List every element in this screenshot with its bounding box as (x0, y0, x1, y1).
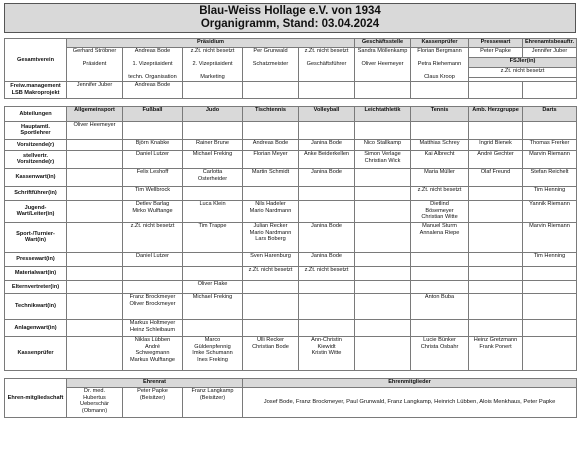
role-label: Jugend-Wart/Leiter(in) (5, 200, 67, 222)
role-cell (123, 222, 183, 252)
abt-header: Leichtathletik (355, 106, 411, 121)
role-cell (523, 121, 577, 139)
person-name: André Gechter (477, 150, 514, 157)
role-label: Hauptamtl. Sportlehrer (5, 121, 67, 139)
role-cell (67, 293, 123, 319)
role-cell (411, 280, 469, 293)
table-row (5, 150, 577, 168)
role-cell (355, 200, 411, 222)
table-row (5, 186, 577, 200)
role-cell (299, 168, 355, 186)
abt-header: Tennis (411, 106, 469, 121)
role-cell (299, 319, 355, 336)
person-name: Janina Bode (310, 222, 343, 229)
freiwilligen-name-2: Andreas Bode (123, 81, 183, 98)
person-name: Ingrid Bienek (479, 139, 512, 146)
person-name: Oliver Heemeyer (73, 121, 116, 128)
role-cell (123, 319, 183, 336)
pressewart-header: Pressewart (469, 39, 523, 48)
role-cell (355, 222, 411, 252)
role-cell (411, 200, 469, 222)
person-name: Markus Holtmeyer (129, 319, 176, 326)
ehrenmitglieder-list: Josef Bode, Franz Brockmeyer, Paul Grunwald, Franz Langkamp, Heinrich Lübben, Alois Menkhaus, Peter Papke (243, 387, 577, 417)
person-name: Sven Harenburg (250, 252, 291, 259)
role-cell (469, 121, 523, 139)
role-cell (123, 139, 183, 150)
person-name: Anke Beiderkellen (303, 150, 350, 157)
role-cell (355, 186, 411, 200)
role-cell (243, 252, 299, 266)
role-cell (469, 168, 523, 186)
praesidium-col-5: z.Zt. nicht besetzt Geschäftsführer (299, 48, 355, 82)
person-name: Christian Wick (364, 157, 401, 164)
role-cell (355, 280, 411, 293)
person-name: Julian Recker (253, 222, 288, 229)
role-cell (183, 150, 243, 168)
person-name: Ann-Christin (311, 336, 342, 343)
role-cell (123, 168, 183, 186)
role-cell (299, 139, 355, 150)
person-name: Oliver Brockmeyer (129, 300, 176, 307)
role-cell (355, 252, 411, 266)
role-cell (299, 266, 355, 280)
role-cell (123, 266, 183, 280)
role-cell (67, 319, 123, 336)
ehrenrat-header: Ehrenrat (67, 378, 243, 387)
person-name: z.Zt. nicht besetzt (304, 266, 349, 273)
role-cell (299, 222, 355, 252)
role-cell (67, 252, 123, 266)
ehrenamt-header: Ehrenamtsbeauftr. (523, 39, 577, 48)
person-name: Dietlind (430, 200, 449, 207)
person-name: Marco (204, 336, 221, 343)
person-name: Nico Stallkamp (363, 139, 402, 146)
role-cell (411, 222, 469, 252)
role-cell (67, 266, 123, 280)
role-cell (411, 186, 469, 200)
role-cell (123, 336, 183, 370)
role-cell (67, 139, 123, 150)
person-name: Kiewidt (317, 343, 336, 350)
role-cell (123, 280, 183, 293)
person-name: Tim Wellbrock (134, 186, 171, 193)
person-name: Ines Freking (197, 356, 228, 363)
role-cell (67, 121, 123, 139)
role-cell (411, 252, 469, 266)
abt-header: Fußball (123, 106, 183, 121)
role-cell (299, 150, 355, 168)
ehrenmitglieder-header: Ehrenmitglieder (243, 378, 577, 387)
role-cell (523, 222, 577, 252)
role-cell (299, 121, 355, 139)
person-name: Tim Henning (533, 186, 566, 193)
person-name: Christian Witte (421, 214, 458, 221)
role-cell (243, 222, 299, 252)
role-cell (67, 186, 123, 200)
freiwilligen-name-1: Jennifer Juber (67, 81, 123, 98)
person-name: Lucie Bünker (423, 336, 456, 343)
person-name: Tim Trappe (198, 222, 227, 229)
person-name: Güldenpfennig (194, 343, 231, 350)
role-cell (123, 200, 183, 222)
organigram-page (4, 3, 576, 418)
person-name: Markus Wulftange (130, 356, 175, 363)
person-name: Anton Buba (424, 293, 455, 300)
role-cell (243, 336, 299, 370)
role-cell (243, 121, 299, 139)
role-cell (123, 186, 183, 200)
fsj-header: FSJler(in) (469, 57, 577, 67)
person-name: André (145, 343, 160, 350)
role-label: Pressewart(in) (5, 252, 67, 266)
role-cell (469, 280, 523, 293)
person-name: Marvin Riemann (529, 222, 570, 229)
role-cell (299, 280, 355, 293)
person-name: Florian Meyer (253, 150, 288, 157)
role-cell (411, 168, 469, 186)
person-name: Janina Bode (310, 252, 343, 259)
abteilungen-label: Abteilungen (5, 106, 67, 121)
title-box (4, 3, 576, 33)
role-cell (355, 150, 411, 168)
abt-header: Volleyball (299, 106, 355, 121)
person-name: Olaf Freund (480, 168, 511, 175)
role-cell (523, 280, 577, 293)
role-cell (243, 150, 299, 168)
ehren-label: Ehren-mitgliedschaft (5, 378, 67, 417)
role-cell (469, 336, 523, 370)
person-name: Michael Freking (192, 293, 233, 300)
role-cell (183, 266, 243, 280)
role-cell (523, 266, 577, 280)
role-label: Kassenprüfer (5, 336, 67, 370)
role-cell (411, 150, 469, 168)
role-cell (183, 168, 243, 186)
role-cell (523, 319, 577, 336)
role-cell (469, 266, 523, 280)
person-name: Manuel Sturm (422, 222, 457, 229)
role-cell (299, 293, 355, 319)
person-name: Felix Leshoff (136, 168, 169, 175)
role-cell (183, 121, 243, 139)
title-line-2: Organigramm, Stand: 03.04.2024 (200, 18, 380, 30)
geschaeftsstelle-header: Geschäftsstelle (355, 39, 411, 48)
table-row (5, 168, 577, 186)
role-cell (469, 319, 523, 336)
ehrenrat-member: Franz Langkamp (Beisitzer) (183, 387, 243, 417)
role-cell (183, 200, 243, 222)
person-name: z.Zt. nicht besetzt (248, 266, 293, 273)
role-cell (243, 168, 299, 186)
role-label: Vorsitzende(r) (5, 139, 67, 150)
ehrenamt-name: Jennifer Juber (523, 48, 577, 58)
role-cell (67, 200, 123, 222)
pressewart-name: Peter Papke (469, 48, 523, 58)
role-cell (183, 252, 243, 266)
role-cell (67, 168, 123, 186)
role-cell (355, 293, 411, 319)
person-name: Matthias Schrey (419, 139, 460, 146)
role-cell (523, 200, 577, 222)
role-cell (469, 150, 523, 168)
table-row (5, 222, 577, 252)
kassenpruefer-names: Florian Bergmann Petra Riehemann Claus Kroop (411, 48, 469, 82)
role-label: Elternvertreter(in) (5, 280, 67, 293)
person-name: Janina Bode (310, 139, 343, 146)
person-name: Mario Nardmann (249, 207, 292, 214)
role-cell (523, 252, 577, 266)
role-label: Materialwart(in) (5, 266, 67, 280)
organigram-table (4, 33, 577, 418)
role-cell (411, 336, 469, 370)
role-cell (243, 139, 299, 150)
role-cell (183, 222, 243, 252)
gesamtverein-label: Gesamtverein (5, 39, 67, 82)
person-name: Detlev Barlag (135, 200, 170, 207)
role-cell (355, 266, 411, 280)
person-name: Daniel Lutzer (136, 252, 169, 259)
fsj-name: z.Zt. nicht besetzt (469, 67, 577, 77)
role-cell (183, 319, 243, 336)
abteilungen-rows (5, 121, 577, 370)
person-name: Maria Müller (424, 168, 455, 175)
role-cell (299, 186, 355, 200)
role-cell (355, 319, 411, 336)
person-name: Andreas Bode (252, 139, 289, 146)
role-cell (243, 319, 299, 336)
role-label: Kassenwart(in) (5, 168, 67, 186)
person-name: Janina Bode (310, 168, 343, 175)
role-label: Technikwart(in) (5, 293, 67, 319)
person-name: Osterheider (197, 175, 228, 182)
person-name: Martin Schmidt (251, 168, 290, 175)
role-cell (243, 280, 299, 293)
person-name: Thomas Frerker (529, 139, 570, 146)
role-cell (411, 121, 469, 139)
geschaeftsstelle-names: Sandra Möllenkamp Oliver Heemeyer (355, 48, 411, 82)
table-row (5, 336, 577, 370)
person-name: Niklas Lübben (134, 336, 171, 343)
table-row (5, 280, 577, 293)
praesidium-col-2: Andreas Bode 1. Vizepräsident techn. Organisation (123, 48, 183, 82)
praesidium-header: Präsidium (67, 39, 355, 48)
person-name: Ulli Recker (256, 336, 285, 343)
person-name: Kai Albrecht (424, 150, 455, 157)
role-cell (469, 252, 523, 266)
role-cell (355, 168, 411, 186)
table-row (5, 121, 577, 139)
person-name: Christa Osbahr (420, 343, 459, 350)
person-name: Mirko Wulftange (132, 207, 173, 214)
role-cell (183, 336, 243, 370)
role-cell (523, 336, 577, 370)
person-name: Schwegmann (135, 350, 170, 357)
role-cell (523, 186, 577, 200)
table-row (5, 200, 577, 222)
role-cell (183, 139, 243, 150)
role-cell (355, 121, 411, 139)
person-name: Rainer Brune (196, 139, 229, 146)
role-cell (299, 200, 355, 222)
person-name: Heinz Gretzmann (473, 336, 518, 343)
role-cell (243, 200, 299, 222)
abt-header: Amb. Herzgruppe (469, 106, 523, 121)
person-name: Lars Boberg (255, 236, 286, 243)
role-cell (469, 293, 523, 319)
table-row (5, 319, 577, 336)
person-name: Franz Brockmeyer (129, 293, 176, 300)
person-name: Stefan Reichelt (530, 168, 569, 175)
person-name: Tim Henning (533, 252, 566, 259)
role-label: Schriftführer(in) (5, 186, 67, 200)
freiwilligen-label: Freiw.management LSB Makroprojekt (5, 81, 67, 98)
praesidium-col-3: z.Zt. nicht besetzt 2. Vizepräsident Marketing (183, 48, 243, 82)
role-cell (411, 266, 469, 280)
table-row (5, 293, 577, 319)
role-cell (469, 139, 523, 150)
person-name: Kristin Witte (311, 350, 342, 357)
person-name: Michael Freking (192, 150, 233, 157)
ehrenrat-member: Peter Papke (Beisitzer) (123, 387, 183, 417)
title-line-1: Blau-Weiss Hollage e.V. von 1934 (199, 5, 381, 17)
person-name: z.Zt. nicht besetzt (417, 186, 462, 193)
role-cell (523, 150, 577, 168)
person-name: Daniel Lutzer (136, 150, 169, 157)
ehrenrat-member: Dr. med. Hubertus Ueberschär (Obmann) (67, 387, 123, 417)
person-name: Annalena Riepe (419, 229, 460, 236)
person-name: Bösemeyer (425, 207, 454, 214)
role-cell (183, 293, 243, 319)
role-cell (123, 252, 183, 266)
role-cell (243, 186, 299, 200)
role-cell (67, 336, 123, 370)
role-label: stellvertr. Vorsitzende(r) (5, 150, 67, 168)
abt-header: Tischtennis (243, 106, 299, 121)
person-name: z.Zt. nicht besetzt (130, 222, 175, 229)
praesidium-col-1: Gerhard Ströbner Präsident (67, 48, 123, 82)
person-name: Luca Klein (199, 200, 226, 207)
role-cell (123, 150, 183, 168)
kassenpruefer-header: Kassenprüfer (411, 39, 469, 48)
role-cell (355, 336, 411, 370)
role-cell (469, 186, 523, 200)
abt-header: Darts (523, 106, 577, 121)
person-name: Imke Schumann (192, 350, 233, 357)
person-name: Simon Verlage (364, 150, 401, 157)
role-cell (123, 121, 183, 139)
role-cell (469, 222, 523, 252)
person-name: Nils Hadeler (255, 200, 286, 207)
role-cell (523, 293, 577, 319)
role-cell (299, 252, 355, 266)
role-cell (411, 293, 469, 319)
person-name: Yannik Riemann (529, 200, 570, 207)
person-name: Heinz Schleibaum (129, 326, 176, 333)
role-cell (123, 293, 183, 319)
role-label: Anlagenwart(in) (5, 319, 67, 336)
role-cell (67, 150, 123, 168)
table-row (5, 139, 577, 150)
person-name: Oliver Flake (197, 280, 228, 287)
person-name: Carlotta (202, 168, 223, 175)
person-name: Frank Ponert (479, 343, 512, 350)
role-cell (183, 186, 243, 200)
abt-header: Judo (183, 106, 243, 121)
table-row (5, 266, 577, 280)
role-label: Sport-/Turnier-Wart(in) (5, 222, 67, 252)
role-cell (469, 200, 523, 222)
person-name: Mario Nardmann (249, 229, 292, 236)
praesidium-col-4: Per Grunwald Schatzmeister (243, 48, 299, 82)
role-cell (67, 280, 123, 293)
role-cell (523, 168, 577, 186)
abt-header: Allgemeinsport (67, 106, 123, 121)
person-name: Marvin Riemann (529, 150, 570, 157)
role-cell (243, 266, 299, 280)
role-cell (243, 293, 299, 319)
person-name: Christian Bode (252, 343, 289, 350)
role-cell (183, 280, 243, 293)
role-cell (299, 336, 355, 370)
role-cell (411, 319, 469, 336)
role-cell (355, 139, 411, 150)
person-name: Björn Knabke (135, 139, 170, 146)
role-cell (67, 222, 123, 252)
role-cell (523, 139, 577, 150)
table-row (5, 252, 577, 266)
role-cell (411, 139, 469, 150)
